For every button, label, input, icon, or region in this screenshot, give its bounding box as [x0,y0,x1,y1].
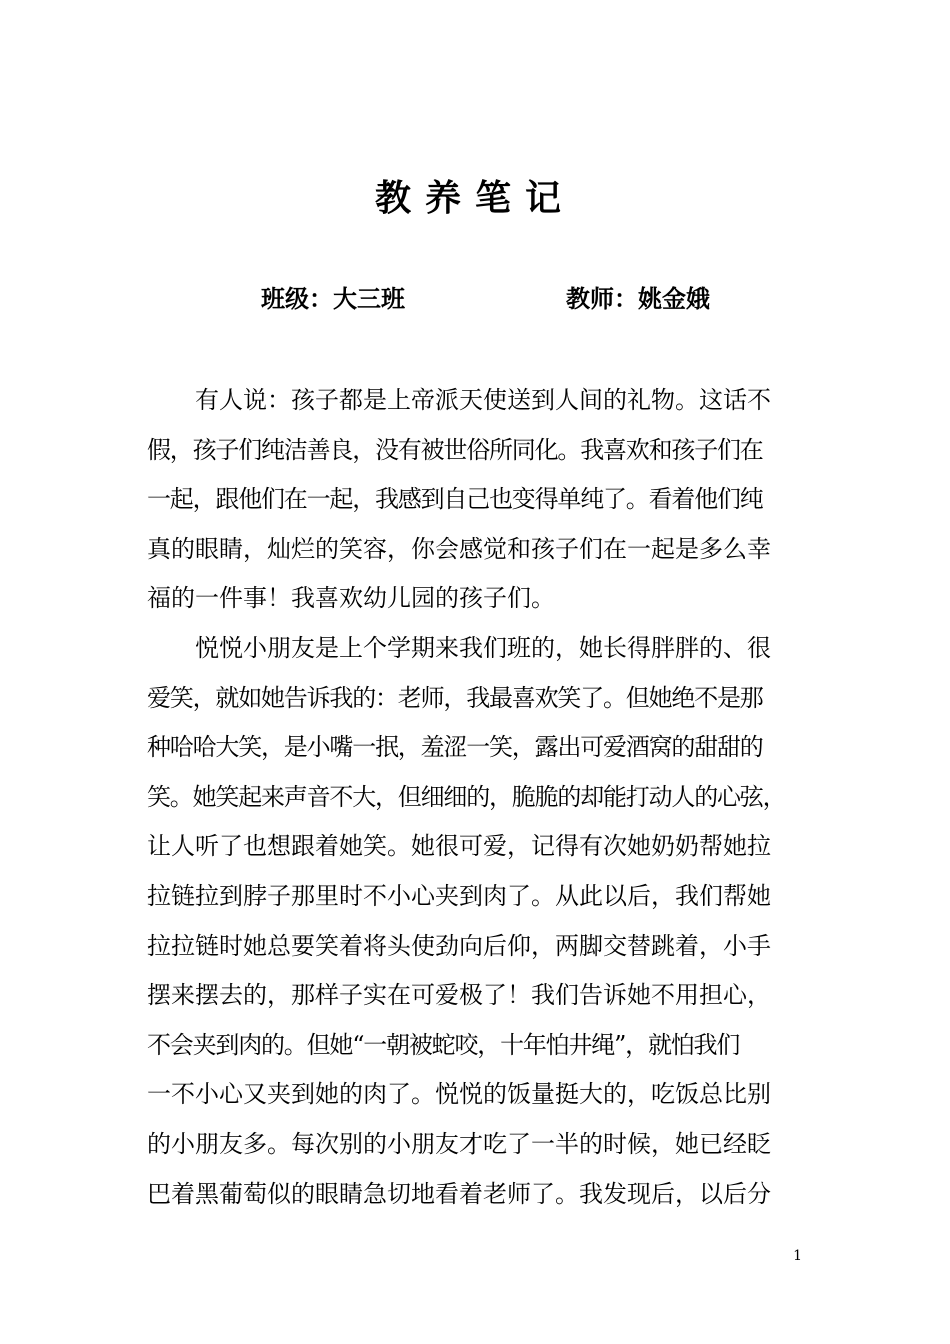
teacher-info: 教师：姚金娥 [566,285,710,313]
body-text [147,376,817,1219]
text-line: 不会夹到肉的。但她“一朝被蛇咬，十年怕井绳”，就怕我们 [147,1030,740,1059]
text-line: 一不小心又夹到她的肉了。悦悦的饭量挺大的，吃饭总比别 [147,1080,771,1109]
text-line: 爱笑，就如她告诉我的：老师，我最喜欢笑了。但她绝不是那 [147,683,763,712]
text-line: 有人说：孩子都是上帝派天使送到人间的礼物。这话不 [195,386,771,414]
document-title: 教养笔记 [374,178,575,219]
text-line: 悦悦小朋友是上个学期来我们班的，她长得胖胖的、很 [195,633,771,662]
text-line: 让人听了也想跟着她笑。她很可爱，记得有次她奶奶帮她拉 [147,832,771,861]
text-line: 笑。她笑起来声音不大，但细细的，脆脆的却能打动人的心弦， [147,782,786,811]
text-line: 拉链拉到脖子那里时不小心夹到肉了。从此以后，我们帮她 [147,881,771,910]
class-info: 班级：大三班 [261,285,405,313]
text-line: 种哈哈大笑，是小嘴一抿，羞涩一笑，露出可爱酒窝的甜甜的 [147,733,763,762]
page-number: 1 [793,1248,802,1264]
text-line: 巴着黑葡萄似的眼睛急切地看着老师了。我发现后，以后分 [147,1179,771,1208]
text-line: 拉拉链时她总要笑着将头使劲向后仰，两脚交替跳着，小手 [147,931,771,960]
text-line: 的小朋友多。每次别的小朋友才吃了一半的时候，她已经眨 [147,1129,771,1158]
text-line: 福的一件事！我喜欢幼儿园的孩子们。 [147,584,555,613]
text-line: 一起，跟他们在一起，我感到自己也变得单纯了。看着他们纯 [147,485,763,514]
text-line: 假，孩子们纯洁善良，没有被世俗所同化。我喜欢和孩子们在 [147,435,763,464]
text-line: 摆来摆去的，那样子实在可爱极了！我们告诉她不用担心， [147,981,771,1010]
text-line: 真的眼睛，灿烂的笑容，你会感觉和孩子们在一起是多么幸 [147,534,771,563]
